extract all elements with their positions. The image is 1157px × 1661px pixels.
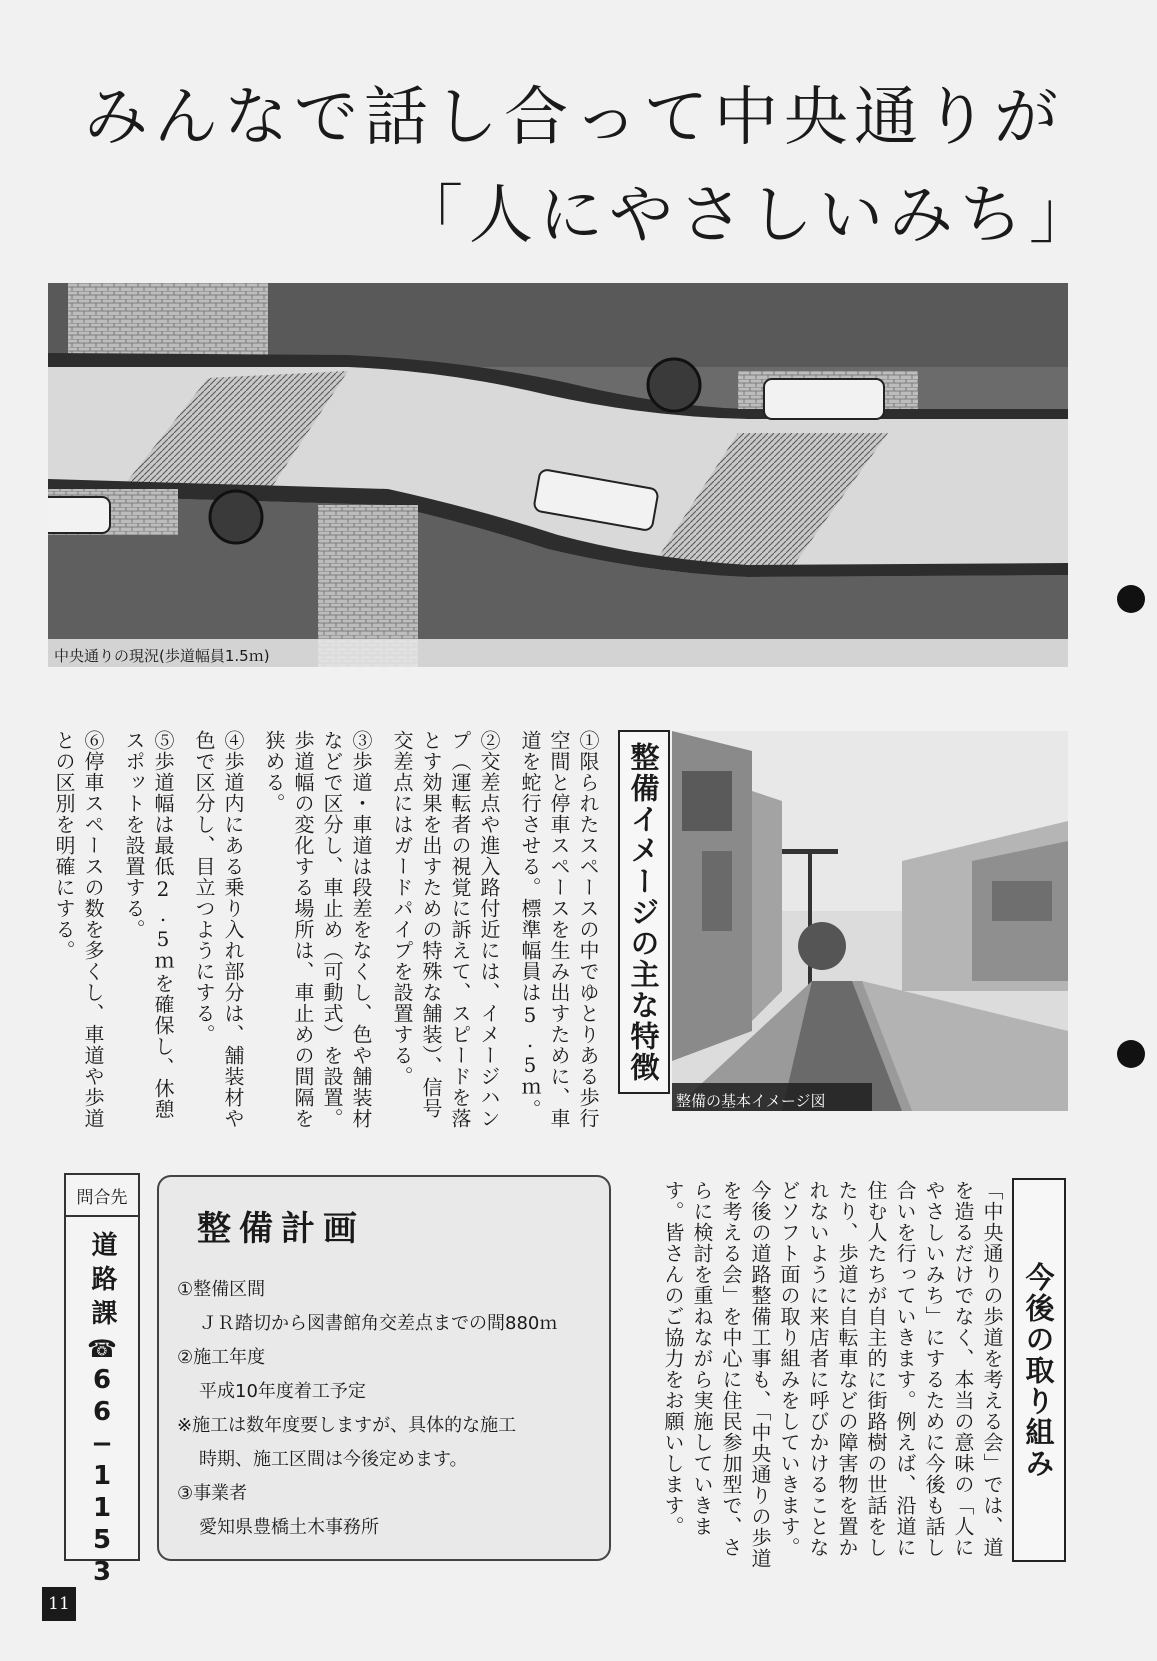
page-title-line-2: 「人にやさしいみち」 bbox=[399, 179, 1099, 253]
road-plan-caption: 中央通りの現況(歩道幅員1.5ｍ) bbox=[54, 647, 270, 665]
plan-box bbox=[157, 1175, 611, 1561]
street-image-caption: 整備の基本イメージ図 bbox=[676, 1092, 826, 1110]
feature-item: ②交差点や進入路付近には、イメージハンプ（運転者の視覚に訴えて、スピードを落とす効果を出すための特殊な舗装）、信号交差点にはガードパイプを設置する。 bbox=[390, 730, 501, 1129]
feature-item: ⑥停車スペースの数を多くし、車道や歩道との区別を明確にする。 bbox=[52, 730, 105, 1129]
plan-note-line-2: 時期、施工区間は今後定めます。 bbox=[199, 1449, 468, 1470]
binding-hole-mark bbox=[1117, 585, 1145, 613]
page-number: 11 bbox=[42, 1587, 76, 1621]
feature-item: ①限られたスペースの中でゆとりある歩行空間と停車スペースを生み出すために、車道を蛇行させる。標準幅員は5.5ｍ。 bbox=[518, 730, 600, 1129]
feature-item: ④歩道内にある乗り入れ部分は、舗装材や色で区分し、目立つようにする。 bbox=[192, 730, 245, 1129]
plan-section-1-body: ＪＲ踏切から図書館角交差点までの間880ｍ bbox=[199, 1313, 558, 1334]
feature-item: ⑤歩道幅は最低2.5ｍを確保し、休憩スポットを設置する。 bbox=[122, 730, 175, 1120]
plan-section-3-heading: ③事業者 bbox=[177, 1483, 248, 1504]
binding-hole-mark bbox=[1117, 1040, 1145, 1068]
plan-section-3-body: 愛知県豊橋土木事務所 bbox=[199, 1517, 379, 1538]
road-plan-illustration bbox=[48, 283, 1068, 667]
feature-item: ③歩道・車道は段差をなくし、色や舗装材などで区分し、車止め（可動式）を設置。歩道幅の変化する場所は、車止めの間隔を狭める。 bbox=[262, 730, 373, 1129]
plan-note-line-1: ※施工は数年度要しますが、具体的な施工 bbox=[177, 1415, 517, 1436]
plan-section-2-body: 平成10年度着工予定 bbox=[199, 1381, 366, 1402]
plan-section-1-heading: ①整備区間 bbox=[177, 1279, 266, 1300]
page-title-line-1: みんなで話し合って中央通りが bbox=[84, 81, 1064, 155]
street-image-illustration bbox=[672, 731, 1068, 1111]
contact-department: 道路課 bbox=[87, 1231, 117, 1333]
phone-icon: ☎ bbox=[87, 1335, 117, 1363]
future-body: 「中央通りの歩道を考える会」では、道を造るだけでなく、本当の意味の「人にやさしいみち」にするために今後も話し合いを行っていきます。例えば、沿道に住む人たちが自主的に街路樹の世話をしたり、歩道に自転車などの障害物を置かれないように来店者に呼びかけることなどソフト面の取り組みをしていきます。 今後の道路整備工事も、「中央通りの歩道を考える会」を中心に住民参加型で、さらに検討を重ねながら実施していきます。皆さんのご協力をお願いします。 bbox=[661, 1180, 1004, 1569]
contact-phone: 66−1153 bbox=[87, 1365, 117, 1589]
contact-box bbox=[64, 1173, 140, 1589]
features-heading: 整備イメージの主な特徴 bbox=[618, 730, 670, 1094]
plan-title: 整備計画 bbox=[197, 1209, 365, 1249]
contact-label: 問合先 bbox=[66, 1175, 138, 1217]
future-heading: 今後の取り組み bbox=[1012, 1178, 1066, 1562]
features-list bbox=[52, 730, 602, 1130]
plan-section-2-heading: ②施工年度 bbox=[177, 1347, 266, 1368]
